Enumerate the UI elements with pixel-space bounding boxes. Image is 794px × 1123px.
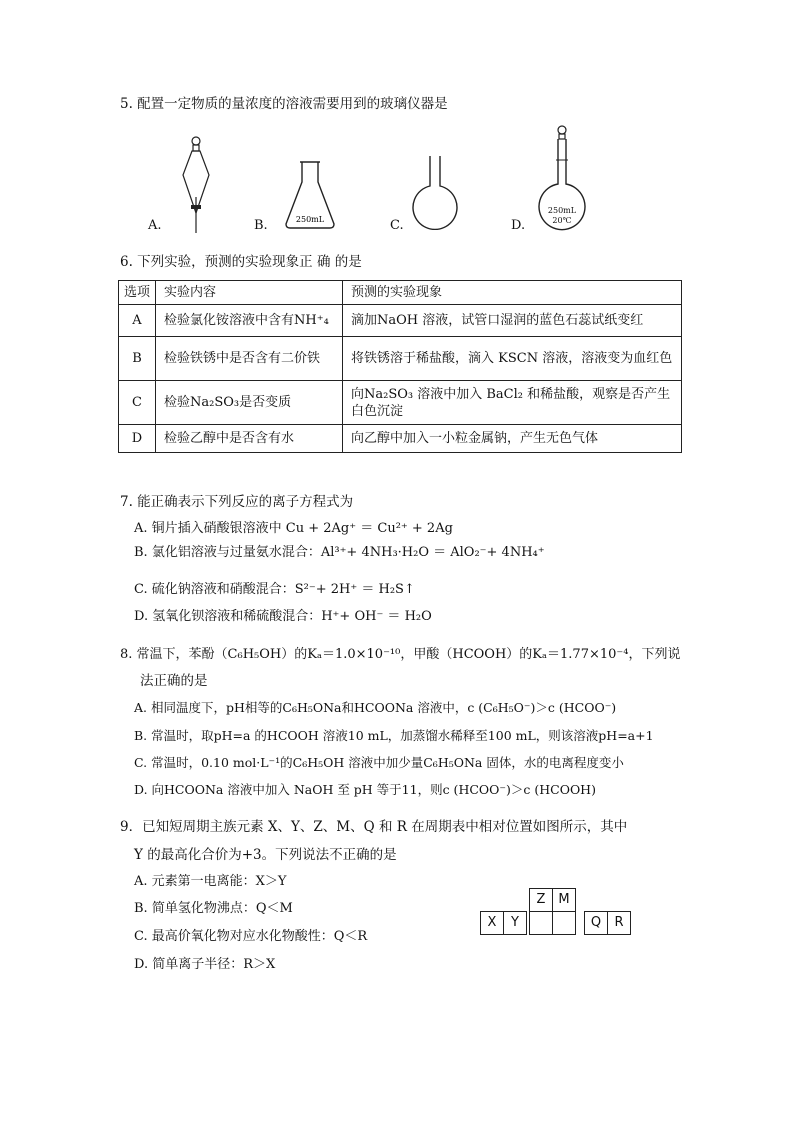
cell-y: Y xyxy=(503,911,527,935)
row-phenomenon: 将铁锈溶于稀盐酸，滴入 KSCN 溶液，溶液变为血红色 xyxy=(343,337,682,381)
q5-label-d: D. xyxy=(511,218,526,233)
header-phenomenon: 预测的实验现象 xyxy=(343,281,682,305)
q9-stem-line2: Y 的最高化合价为+3。下列说法不正确的是 xyxy=(134,847,397,863)
cell-empty xyxy=(552,911,576,935)
table-row xyxy=(119,381,682,425)
row-phenomenon: 向乙醇中加入一小粒金属钠，产生无色气体 xyxy=(343,425,682,453)
q5-label-a: A. xyxy=(148,218,162,233)
row-content: 检验氯化铵溶液中含有NH⁺₄ xyxy=(156,305,343,337)
q5-label-b: B. xyxy=(254,218,268,233)
erlenmeyer-flask-icon xyxy=(282,158,338,230)
cell-m: M xyxy=(552,888,576,912)
q8-option-a: A. 相同温度下，pH相等的C₆H₅ONa和HCOONa 溶液中，c (C₆H₅O⁻)＞c (HCOO⁻) xyxy=(134,700,617,715)
cell-q: Q xyxy=(584,911,608,935)
q8-stem-line2: 法正确的是 xyxy=(140,673,208,689)
q8-option-d: D. 向HCOONa 溶液中加入 NaOH 至 pH 等于11，则c (HCOO⁻)＞c (HCOOH) xyxy=(134,782,596,797)
q7-option-d: D. 氢氧化钡溶液和稀硫酸混合：H⁺+ OH⁻ ＝ H₂O xyxy=(134,609,432,624)
q8-option-c: C. 常温时，0.10 mol·L⁻¹的C₆H₅OH 溶液中加少量C₆H₅ONa 固体，水的电离程度变小 xyxy=(134,755,624,770)
q5-stem: 5. 配置一定物质的量浓度的溶液需要用到的玻璃仪器是 xyxy=(120,96,448,112)
q7-option-a: A. 铜片插入硝酸银溶液中 Cu + 2Ag⁺ ＝ Cu²⁺ + 2Ag xyxy=(134,521,453,536)
cell-r: R xyxy=(607,911,631,935)
header-option: 选项 xyxy=(119,281,156,305)
cell-z: Z xyxy=(529,888,553,912)
row-phenomenon: 滴加NaOH 溶液，试管口湿润的蓝色石蕊试纸变红 xyxy=(343,305,682,337)
q7-option-c: C. 硫化钠溶液和硝酸混合：S²⁻+ 2H⁺ ＝ H₂S↑ xyxy=(134,582,415,597)
q5-label-c: C. xyxy=(390,218,404,233)
q9-option-b: B. 简单氢化物沸点：Q＜M xyxy=(134,901,293,916)
row-content: 检验乙醇中是否含有水 xyxy=(156,425,343,453)
row-option: C xyxy=(119,381,156,425)
row-content: 检验铁锈中是否含有二价铁 xyxy=(156,337,343,381)
q8-option-b: B. 常温时，取pH=a 的HCOOH 溶液10 mL，加蒸馏水稀释至100 mL，则该溶液pH=a+1 xyxy=(134,728,654,743)
flask-d-volume: 250mL xyxy=(547,206,577,215)
q7-stem: 7. 能正确表示下列反应的离子方程式为 xyxy=(120,494,354,510)
q8-stem-line1: 8. 常温下，苯酚（C₆H₅OH）的Kₐ＝1.0×10⁻¹⁰，甲酸（HCOOH）的Kₐ＝1.77×10⁻⁴，下列说 xyxy=(120,647,681,662)
row-option: A xyxy=(119,305,156,337)
table-row xyxy=(119,337,682,381)
row-content: 检验Na₂SO₃是否变质 xyxy=(156,381,343,425)
q9-option-a: A. 元素第一电离能：X＞Y xyxy=(134,874,287,889)
q7-option-b: B. 氯化铝溶液与过量氨水混合：Al³⁺+ 4NH₃·H₂O ＝ AlO₂⁻+ 4NH₄⁺ xyxy=(134,545,545,560)
row-phenomenon: 向Na₂SO₃ 溶液中加入 BaCl₂ 和稀盐酸，观察是否产生白色沉淀 xyxy=(343,381,682,425)
header-content: 实验内容 xyxy=(156,281,343,305)
table-row xyxy=(119,305,682,337)
cell-x: X xyxy=(480,911,504,935)
row-option: D xyxy=(119,425,156,453)
q9-option-c: C. 最高价氧化物对应水化物酸性：Q＜R xyxy=(134,929,368,944)
q9-stem-line1: 9．已知短周期主族元素 X、Y、Z、M、Q 和 R 在周期表中相对位置如图所示，其中 xyxy=(120,819,628,835)
row-option: B xyxy=(119,337,156,381)
q9-option-d: D. 简单离子半径：R＞X xyxy=(134,957,276,972)
q6-stem: 6. 下列实验，预测的实验现象正 确 的是 xyxy=(120,254,362,270)
round-bottom-flask-icon xyxy=(410,154,460,230)
flask-b-volume: 250mL xyxy=(295,215,325,224)
cell-empty xyxy=(529,911,553,935)
table-row xyxy=(119,425,682,453)
q6-table xyxy=(118,280,682,453)
flask-d-temperature: 20℃ xyxy=(552,216,572,225)
table-header-row xyxy=(119,281,682,305)
separatory-funnel-icon xyxy=(176,135,216,235)
